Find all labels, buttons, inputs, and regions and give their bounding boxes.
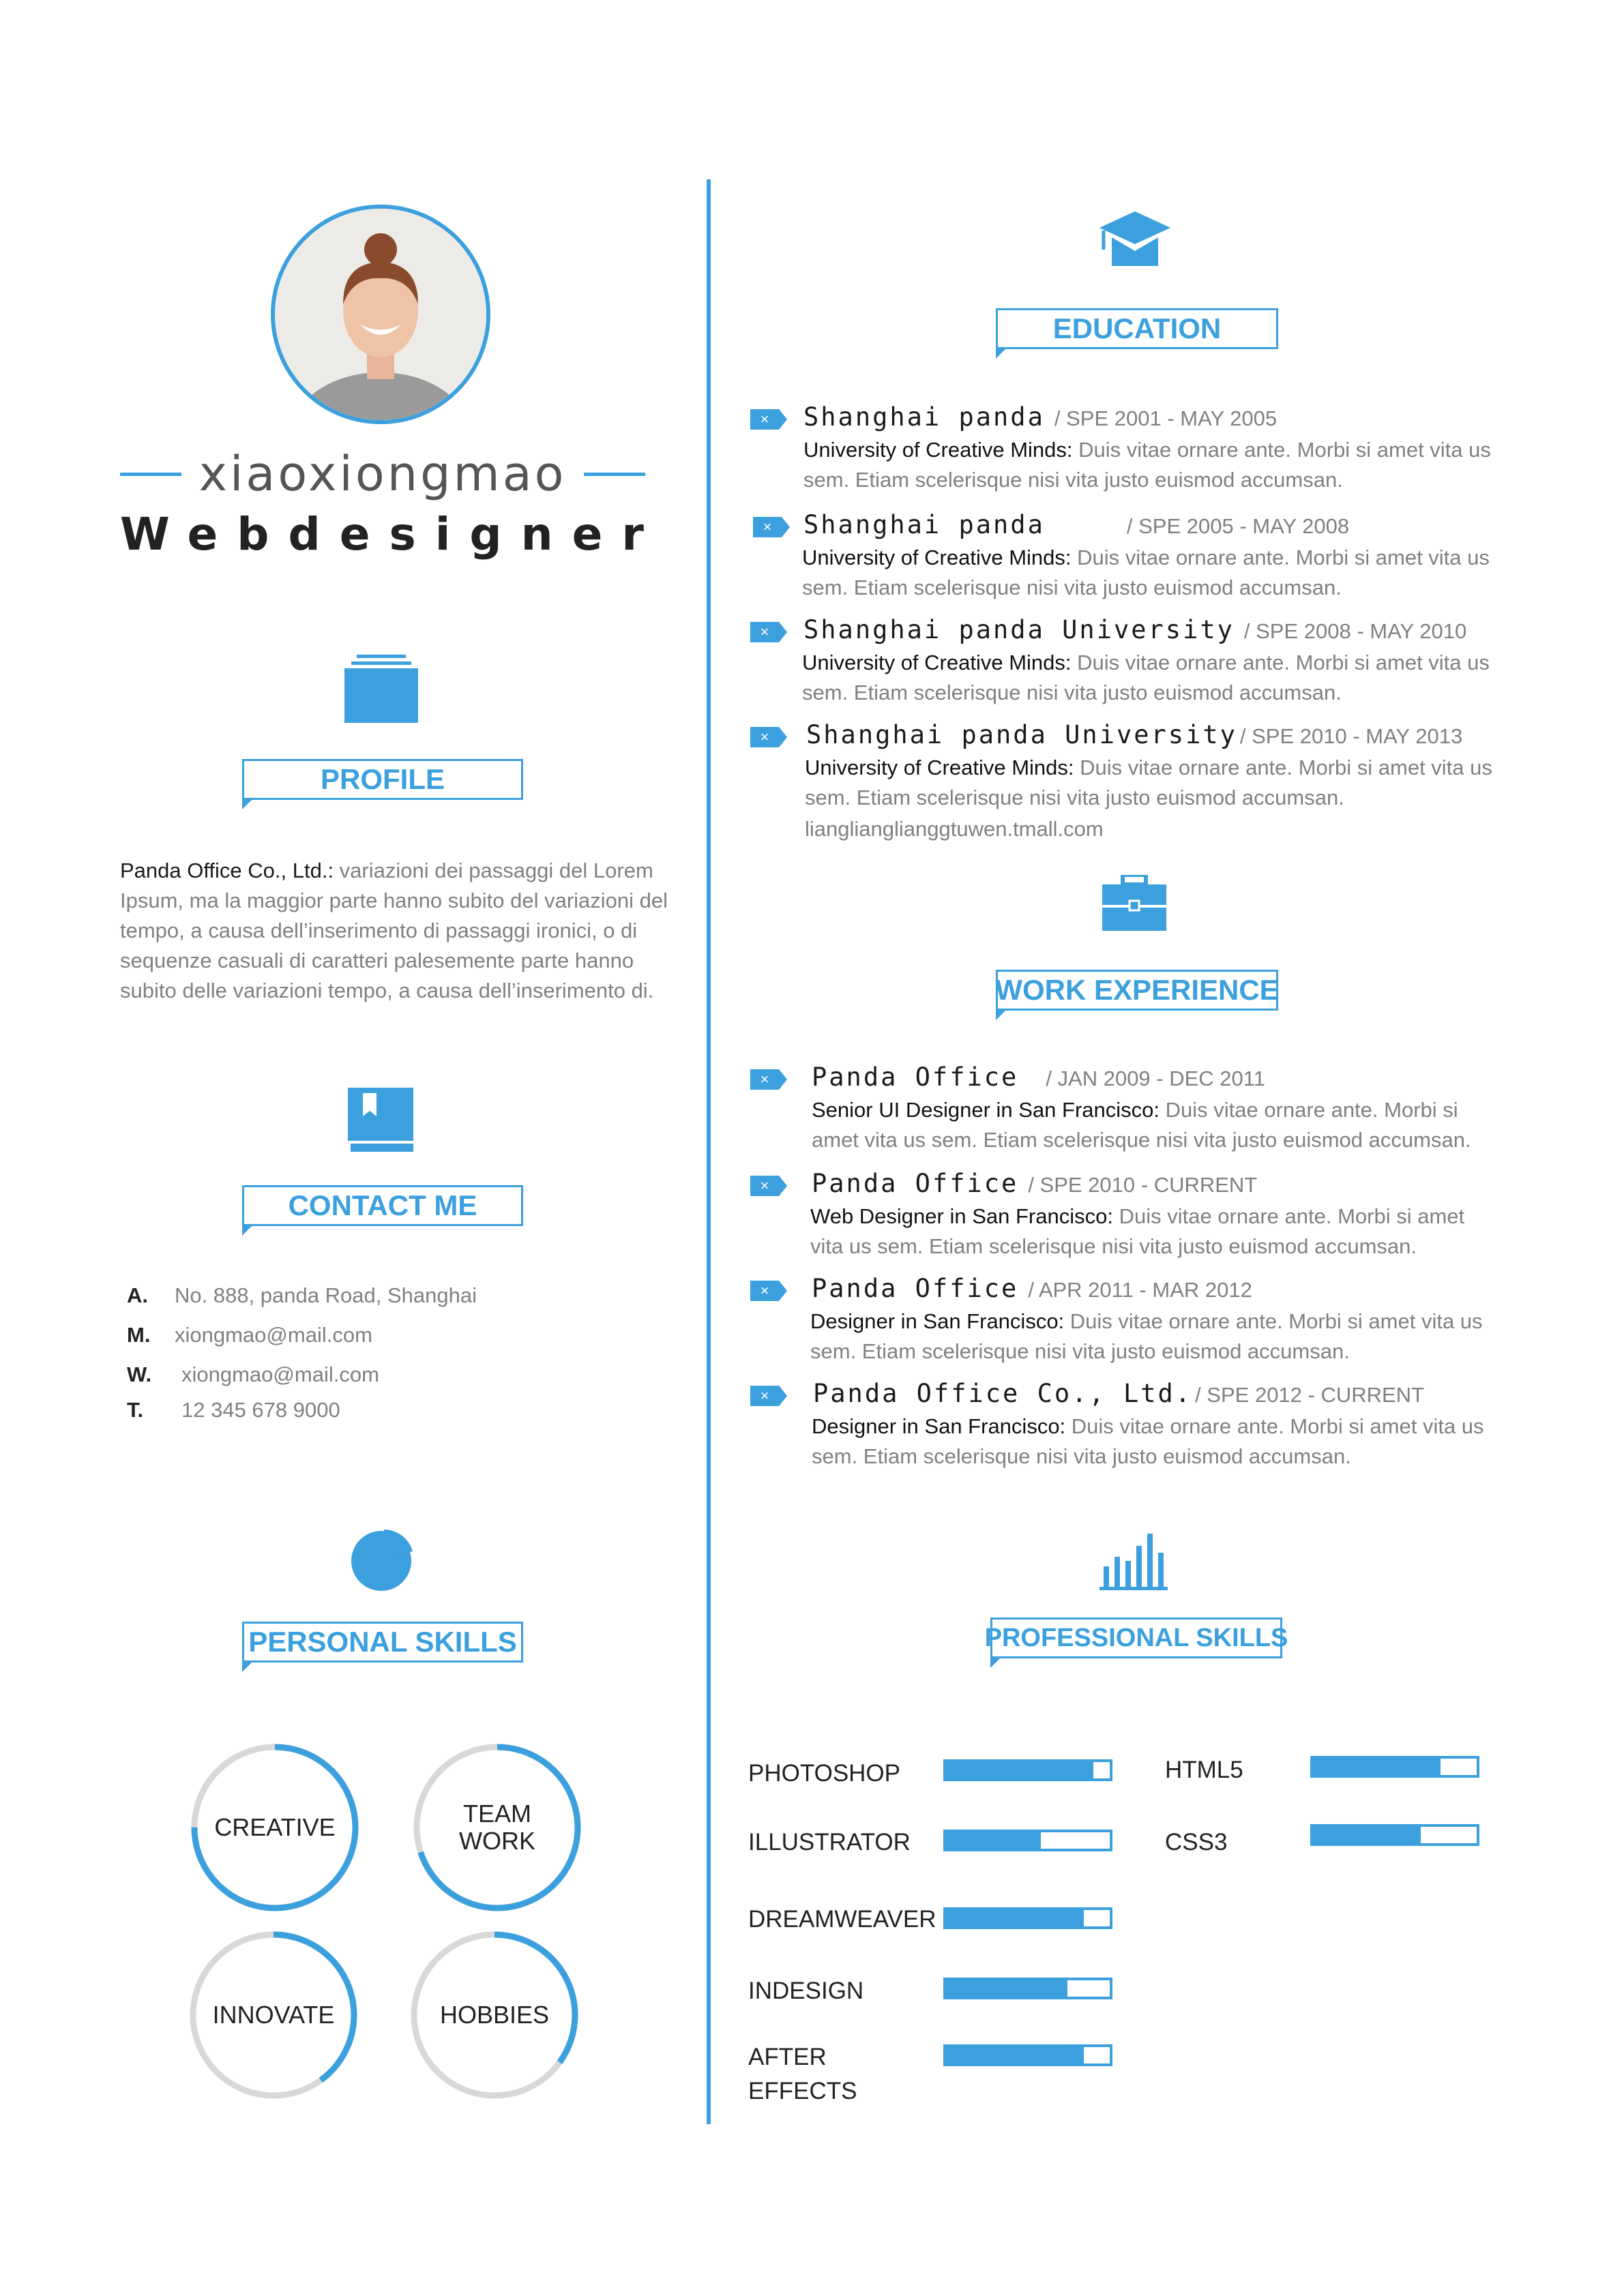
- skill-name: AFTER EFFECTS: [748, 2044, 857, 2104]
- entry-date: / SPE 2005 - MAY 2008: [1126, 514, 1350, 538]
- work-section-title: WORK EXPERIENCE: [996, 970, 1278, 1011]
- entry-date: / JAN 2009 - DEC 2011: [1046, 1067, 1265, 1090]
- person-name: xiaoxiongmao: [198, 446, 567, 502]
- profile-text: [120, 856, 686, 1006]
- skill-name: PHOTOSHOP: [748, 1760, 901, 1787]
- contact-key: W.: [127, 1362, 152, 1386]
- entry-text: Duis vitae ornare ante. Morbi si amet vita us sem. Etiam scelerisque nisi vita justo euismod accumsan.: [812, 1414, 1484, 1468]
- skill-bar-fill: [1313, 1759, 1441, 1775]
- profile-body: variazioni dei passaggi del Lorem Ipsum, ma la maggior parte hanno subito del variazioni del tempo, a causa dell’inserimento di passaggi ironici, o di sequenze casuali di caratteri palesemente parte hanno subito delle variazioni tempo, a causa dell’inserimento di.: [120, 859, 668, 1002]
- entry-lead: Senior UI Designer in San Francisco:: [812, 1098, 1160, 1122]
- profile-section-title: PROFILE: [242, 759, 523, 800]
- book-icon: [348, 1088, 413, 1153]
- skill-bar-fill: [946, 1762, 1093, 1778]
- entry-lead: Web Designer in San Francisco:: [810, 1204, 1113, 1228]
- skill-bar-fill: [1313, 1827, 1421, 1843]
- name-row: [120, 443, 645, 505]
- entry-date: / SPE 2010 - MAY 2013: [1239, 724, 1463, 748]
- skill-bar: [943, 2044, 1112, 2066]
- entry-org: Panda Office: [812, 1169, 1019, 1198]
- entry-body: [810, 1202, 1499, 1262]
- entry-org: Shanghai panda: [803, 402, 1045, 432]
- skill-name: DREAMWEAVER: [748, 1906, 936, 1933]
- skill-bar: [1310, 1756, 1479, 1778]
- entry-marker: ×: [750, 1386, 779, 1406]
- skill-label: CREATIVE: [214, 1813, 336, 1841]
- name-line-left: [120, 473, 181, 476]
- skill-bar-fill: [946, 1910, 1084, 1926]
- entry-text: Duis vitae ornare ante. Morbi si amet vita us sem. Etiam scelerisque nisi vita justo euismod accumsan.: [805, 756, 1492, 809]
- entry-marker: ×: [750, 1069, 779, 1090]
- skill-label: HOBBIES: [439, 2001, 550, 2029]
- entry-date: / APR 2011 - MAR 2012: [1028, 1278, 1252, 1302]
- entry-marker: ×: [753, 517, 782, 537]
- avatar-photo: [275, 209, 486, 420]
- entry-text: Duis vitae ornare ante. Morbi si amet vita us sem. Etiam scelerisque nisi vita justo euismod accumsan.: [803, 438, 1491, 492]
- entry-org: Panda Office Co., Ltd.: [813, 1379, 1193, 1408]
- skill-circle-creative: [190, 1742, 360, 1913]
- skill-bar: [1310, 1824, 1479, 1846]
- entry-body: [802, 543, 1505, 603]
- education-section-title: EDUCATION: [996, 308, 1278, 349]
- entry-date: / SPE 2008 - MAY 2010: [1243, 619, 1467, 643]
- personal-skills-section-title: PERSONAL SKILLS: [242, 1622, 523, 1663]
- entry-text: Duis vitae ornare ante. Morbi si amet vita us sem. Etiam scelerisque nisi vita justo euismod accumsan.: [802, 651, 1490, 704]
- contact-key: M.: [127, 1323, 151, 1347]
- skill-bar: [943, 1978, 1112, 1999]
- website-link[interactable]: lianglianglianggtuwen.tmall.com: [805, 817, 1104, 841]
- bar-chart-icon: [1099, 1525, 1168, 1591]
- entry-org: Panda Office: [812, 1062, 1019, 1092]
- entry-marker: ×: [750, 409, 779, 430]
- entry-lead: University of Creative Minds:: [802, 546, 1072, 569]
- column-divider: [707, 179, 711, 2124]
- entry-org: Shanghai panda: [803, 510, 1045, 539]
- entry-body: [803, 435, 1506, 495]
- entry-lead: University of Creative Minds:: [802, 651, 1072, 674]
- skill-bar-fill: [946, 2047, 1084, 2063]
- skill-circle-teamwork: [412, 1742, 582, 1913]
- entry-marker: ×: [750, 1176, 779, 1196]
- contact-section-title: CONTACT ME: [242, 1185, 523, 1226]
- pie-chart-icon: [350, 1530, 413, 1592]
- entry-org: Shanghai panda University: [803, 615, 1235, 644]
- entry-marker: ×: [750, 622, 779, 642]
- entry-lead: Designer in San Francisco:: [810, 1309, 1065, 1333]
- entry-text: Duis vitae ornare ante. Morbi si amet vita us sem. Etiam scelerisque nisi vita justo euismod accumsan.: [810, 1204, 1465, 1258]
- contact-value: xiongmao@mail.com: [175, 1323, 372, 1347]
- entry-marker: ×: [750, 727, 779, 747]
- skill-circle-innovate: [188, 1930, 359, 2100]
- entry-text: Duis vitae ornare ante. Morbi si amet vita us sem. Etiam scelerisque nisi vita justo euismod accumsan.: [812, 1098, 1471, 1152]
- entry-text: Duis vitae ornare ante. Morbi si amet vita us sem. Etiam scelerisque nisi vita justo euismod accumsan.: [810, 1309, 1483, 1363]
- skill-bar-fill: [946, 1832, 1041, 1849]
- entry-body: [812, 1412, 1514, 1472]
- entry-body: [812, 1095, 1501, 1155]
- job-title: Webdesigner: [120, 508, 663, 561]
- contact-key: A.: [127, 1283, 148, 1307]
- skill-name: CSS3: [1165, 1829, 1228, 1855]
- skill-bar: [943, 1759, 1112, 1781]
- entry-body: [810, 1307, 1513, 1367]
- entry-body: [802, 648, 1505, 708]
- briefcase-icon: [1102, 875, 1166, 931]
- skill-circle-hobbies: [409, 1930, 580, 2100]
- skill-name: INDESIGN: [748, 1978, 864, 2004]
- entry-lead: University of Creative Minds:: [803, 438, 1073, 462]
- skill-bar: [943, 1907, 1112, 1929]
- contact-value: 12 345 678 9000: [181, 1398, 340, 1422]
- entry-body: [805, 753, 1507, 813]
- professional-skills-section-title: PROFESSIONAL SKILLS: [990, 1617, 1282, 1658]
- contact-value: xiongmao@mail.com: [181, 1362, 379, 1386]
- contact-key: T.: [127, 1398, 144, 1422]
- skill-label: TEAM WORK: [459, 1800, 535, 1855]
- skill-name: ILLUSTRATOR: [748, 1829, 911, 1855]
- contact-value: No. 888, panda Road, Shanghai: [175, 1283, 477, 1307]
- name-line-right: [584, 473, 645, 476]
- entry-lead: Designer in San Francisco:: [812, 1414, 1066, 1438]
- entry-marker: ×: [750, 1281, 779, 1301]
- skill-bar: [943, 1830, 1112, 1851]
- folder-icon: [344, 655, 418, 723]
- skill-label: INNOVATE: [212, 2001, 335, 2029]
- entry-text: Duis vitae ornare ante. Morbi si amet vita us sem. Etiam scelerisque nisi vita justo euismod accumsan.: [802, 546, 1490, 599]
- graduation-cap-icon: [1099, 211, 1170, 271]
- entry-org: Panda Office: [812, 1274, 1019, 1303]
- profile-lead: Panda Office Co., Ltd.:: [120, 859, 334, 882]
- entry-lead: University of Creative Minds:: [805, 756, 1074, 779]
- entry-date: / SPE 2012 - CURRENT: [1195, 1383, 1425, 1407]
- avatar: [271, 205, 490, 424]
- skill-name: HTML5: [1165, 1757, 1243, 1783]
- entry-org: Shanghai panda University: [806, 720, 1237, 749]
- skill-bar-fill: [946, 1980, 1067, 1997]
- entry-date: / SPE 2001 - MAY 2005: [1054, 406, 1278, 430]
- entry-date: / SPE 2010 - CURRENT: [1028, 1173, 1258, 1197]
